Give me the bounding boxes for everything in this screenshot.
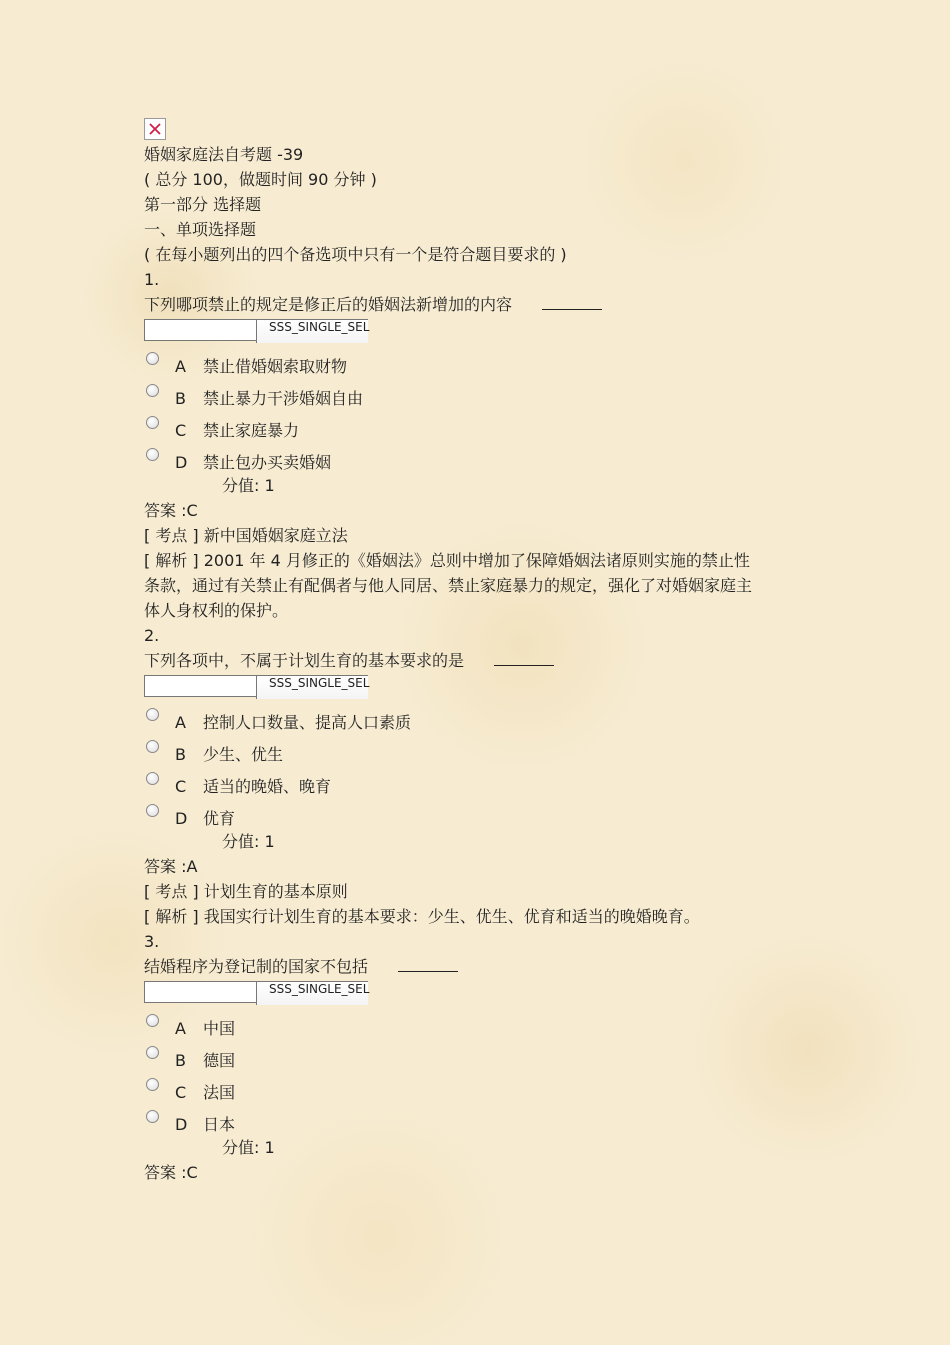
option-text: 德国 <box>203 1051 236 1070</box>
option-letter: C <box>175 777 187 796</box>
question-number: 3. <box>144 932 160 951</box>
option-c[interactable] <box>144 415 784 447</box>
option-c[interactable] <box>144 1077 784 1109</box>
option-text: 日本 <box>203 1115 236 1134</box>
score-value: 分值: 1 <box>222 832 275 851</box>
option-b[interactable] <box>144 739 784 771</box>
question-stem-text: 结婚程序为登记制的国家不包括 <box>144 957 369 976</box>
question-number: 1. <box>144 270 160 289</box>
option-text: 禁止家庭暴力 <box>203 421 300 440</box>
option-letter: C <box>175 1083 187 1102</box>
analysis-text: [ 解析 ] 我国实行计划生育的基本要求：少生、优生、优育和适当的晚婚晚育。 <box>144 907 700 926</box>
score-value: 分值: 1 <box>222 1138 275 1157</box>
option-text: 禁止包办买卖婚姻 <box>203 453 332 472</box>
option-letter: B <box>175 745 186 764</box>
question-2 <box>144 623 784 929</box>
question-3 <box>144 929 784 1185</box>
question-number: 2. <box>144 626 160 645</box>
option-text: 法国 <box>203 1083 236 1102</box>
option-text: 优育 <box>203 809 236 828</box>
option-a[interactable] <box>144 1013 784 1045</box>
single-select-widget <box>144 675 784 701</box>
select-type-label: SSS_SINGLE_SEL <box>256 675 368 699</box>
option-text: 中国 <box>203 1019 236 1038</box>
option-c[interactable] <box>144 771 784 803</box>
select-type-label: SSS_SINGLE_SEL <box>256 319 368 343</box>
section-instruction: ( 在每小题列出的四个备选项中只有一个是符合题目要求的 ) <box>144 245 567 264</box>
question-stem-text: 下列哪项禁止的规定是修正后的婚姻法新增加的内容 <box>144 295 513 314</box>
exam-meta: ( 总分 100，做题时间 90 分钟 ) <box>144 170 377 189</box>
key-point: [ 考点 ] 计划生育的基本原则 <box>144 882 348 901</box>
question-stem-text: 下列各项中，不属于计划生育的基本要求的是 <box>144 651 465 670</box>
option-text: 禁止借婚姻索取财物 <box>203 357 348 376</box>
option-letter: B <box>175 389 186 408</box>
option-letter: C <box>175 421 187 440</box>
radio-button[interactable] <box>146 772 159 785</box>
option-text: 适当的晚婚、晚育 <box>203 777 332 796</box>
option-b[interactable] <box>144 383 784 415</box>
option-letter: A <box>175 713 186 732</box>
option-letter: A <box>175 357 186 376</box>
exam-page <box>144 118 784 1185</box>
radio-button[interactable] <box>146 448 159 461</box>
select-type-label: SSS_SINGLE_SEL <box>256 981 368 1005</box>
option-b[interactable] <box>144 1045 784 1077</box>
answer-blank <box>494 649 554 666</box>
radio-button[interactable] <box>146 1110 159 1123</box>
question-stem <box>144 292 784 317</box>
radio-button[interactable] <box>146 1014 159 1027</box>
answer-blank <box>542 293 602 310</box>
answer-input[interactable] <box>144 675 256 697</box>
broken-image-icon <box>144 118 166 140</box>
option-text: 控制人口数量、提高人口素质 <box>203 713 412 732</box>
option-letter: D <box>175 453 188 472</box>
question-stem <box>144 648 784 673</box>
option-letter: D <box>175 1115 188 1134</box>
question-stem <box>144 954 784 979</box>
radio-button[interactable] <box>146 1046 159 1059</box>
exam-title: 婚姻家庭法自考题 -39 <box>144 145 304 164</box>
option-letter: D <box>175 809 188 828</box>
answer-key: 答案 :A <box>144 857 198 876</box>
answer-input[interactable] <box>144 981 256 1003</box>
single-select-widget <box>144 981 784 1007</box>
option-a[interactable] <box>144 707 784 739</box>
question-1 <box>144 267 784 623</box>
option-text: 禁止暴力干涉婚姻自由 <box>203 389 364 408</box>
radio-button[interactable] <box>146 384 159 397</box>
radio-button[interactable] <box>146 708 159 721</box>
option-a[interactable] <box>144 351 784 383</box>
single-select-widget <box>144 319 784 345</box>
answer-key: 答案 :C <box>144 1163 198 1182</box>
radio-button[interactable] <box>146 740 159 753</box>
radio-button[interactable] <box>146 804 159 817</box>
analysis-text: [ 解析 ] 2001 年 4 月修正的《婚姻法》总则中增加了保障婚姻法诸原则实施的禁止性条款，通过有关禁止有配偶者与他人同居、禁止家庭暴力的规定，强化了对婚姻家庭主体人身权利的保护。 <box>144 551 753 620</box>
section-heading: 一、单项选择题 <box>144 220 257 239</box>
radio-button[interactable] <box>146 1078 159 1091</box>
option-letter: A <box>175 1019 186 1038</box>
answer-blank <box>398 955 458 972</box>
score-value: 分值: 1 <box>222 476 275 495</box>
answer-input[interactable] <box>144 319 256 341</box>
option-letter: B <box>175 1051 186 1070</box>
part-heading: 第一部分 选择题 <box>144 195 262 214</box>
key-point: [ 考点 ] 新中国婚姻家庭立法 <box>144 526 348 545</box>
answer-key: 答案 :C <box>144 501 198 520</box>
radio-button[interactable] <box>146 416 159 429</box>
option-text: 少生、优生 <box>203 745 284 764</box>
radio-button[interactable] <box>146 352 159 365</box>
